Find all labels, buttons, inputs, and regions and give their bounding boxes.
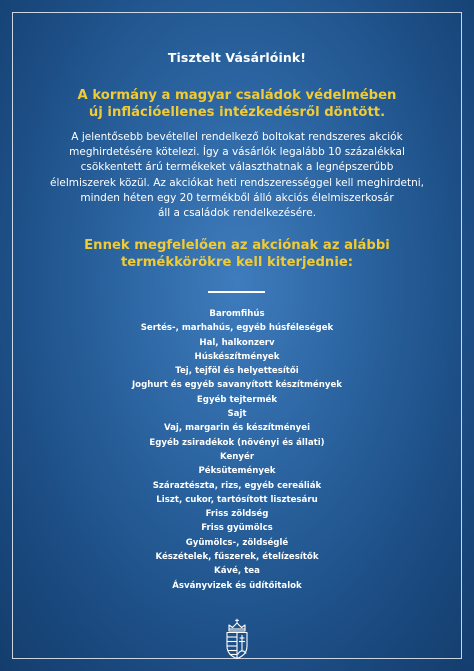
list-item: Húskészítmények (194, 351, 280, 362)
body-line: áll a családok rendelkezésére. (157, 207, 317, 220)
headline-line: új inflációellenes intézkedésről döntött. (88, 105, 386, 120)
list-item: Készételek, fűszerek, ételízesítők (155, 552, 319, 563)
list-item: Hal, halkonzerv (199, 337, 275, 348)
list-item: Sertés-, marhahús, egyéb húsféleségek (140, 323, 334, 334)
list-item: Tej, tejföl és helyettesítői (175, 366, 299, 377)
list-item: Sajt (227, 409, 247, 420)
list-item: Száraztészta, rizs, egyéb cereáliák (152, 480, 322, 491)
list-item: Péksütemények (198, 466, 276, 477)
body-line: csökkentett árú termékeket választhatnak a legnépszerűbb (80, 161, 394, 174)
headline-line: A kormány a magyar családok védelmében (77, 88, 397, 103)
subheadline-line: Ennek megfelelően az akciónak az alábbi (84, 238, 390, 253)
body-line: A jelentősebb bevétellel rendelkező boltokat rendszeres akciók (71, 131, 403, 143)
list-item: Liszt, cukor, tartósított lisztesáru (156, 494, 318, 505)
body-paragraph (34, 130, 440, 221)
subheadline (30, 237, 444, 271)
subheadline-line: termékkörökre kell kiterjednie: (120, 255, 354, 270)
greeting-heading: Tisztelt Vásárlóink! (167, 50, 307, 65)
list-item: Kenyér (219, 451, 255, 462)
list-item: Egyéb tejtermék (196, 394, 278, 405)
list-item: Kávé, tea (214, 566, 260, 577)
product-category-list (0, 307, 474, 593)
headline (30, 87, 444, 121)
list-item: Friss gyümölcs (201, 523, 273, 534)
divider-line (208, 291, 265, 293)
list-item: Vaj, margarin és készítményei (163, 423, 311, 434)
list-item: Gyümölcs-, zöldséglé (185, 537, 289, 548)
body-line: élelmiszerek közül. Az akciókat heti rendszerességgel kell meghirdetni, (50, 176, 424, 189)
hungarian-coat-of-arms-icon (223, 618, 251, 660)
list-item: Joghurt és egyéb savanyított készítmények (131, 380, 343, 391)
body-line: minden héten egy 20 termékből álló akciós élelmiszerkosár (80, 191, 394, 204)
list-item: Baromfihús (209, 309, 265, 319)
list-item: Ásványvizek és üdítőitalok (172, 580, 302, 591)
body-line: meghirdetésére kötelezi. Így a vásárlók legalább 10 százalékkal (69, 146, 405, 159)
list-item: Friss zöldség (205, 509, 269, 520)
list-item: Egyéb zsiradékok (növényi és állati) (149, 437, 325, 448)
